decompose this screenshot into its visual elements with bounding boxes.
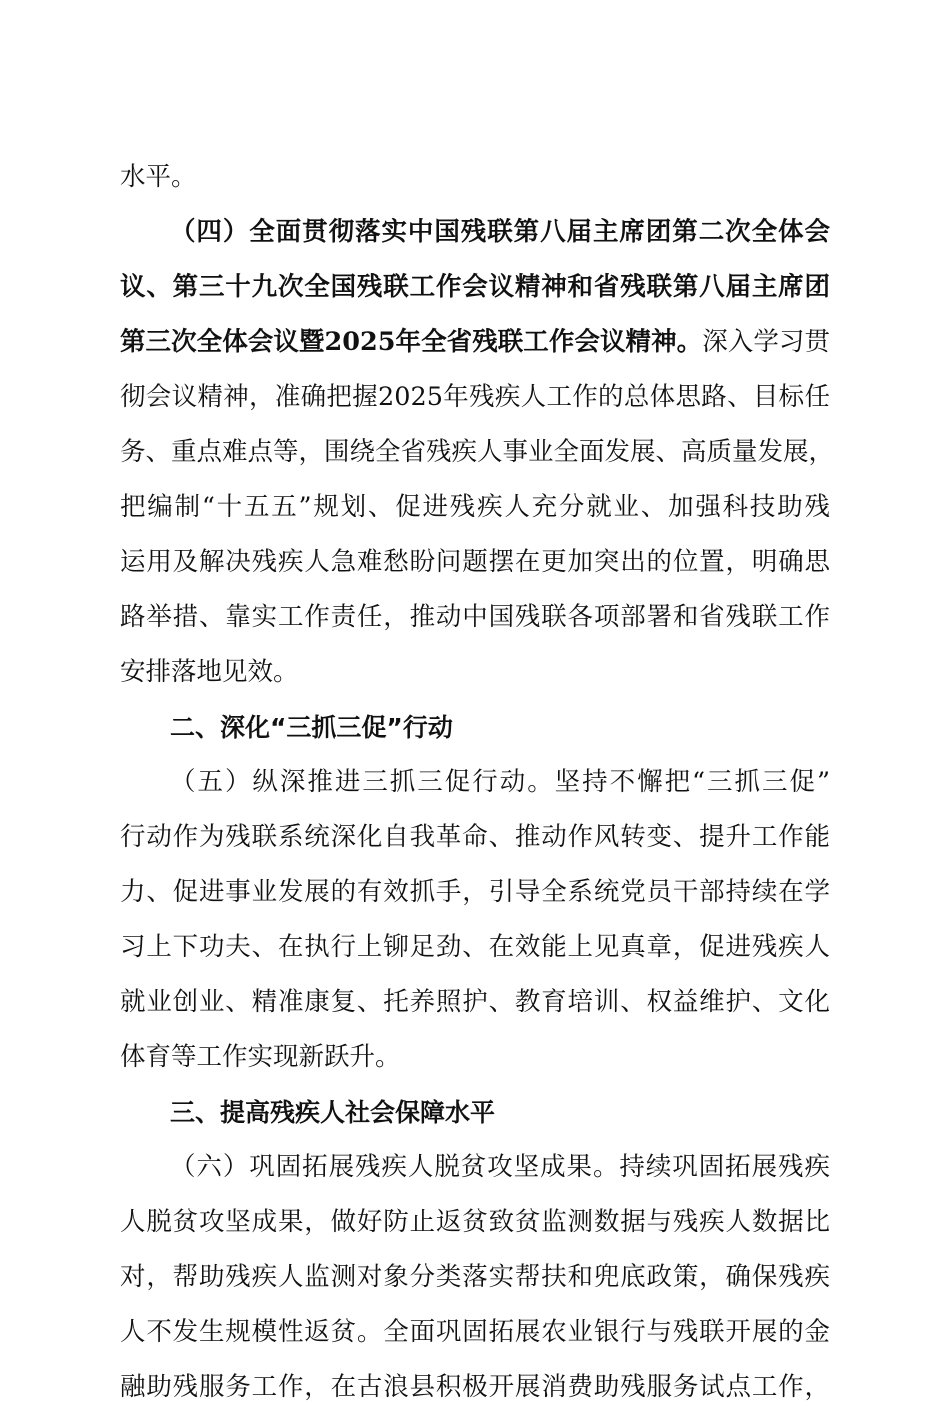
para-four-body-start: 深入学习贯 bbox=[702, 327, 830, 357]
para-prev-tail: 水平。 bbox=[120, 162, 197, 192]
para-six-line: 人不发生规模性返贫。全面巩固拓展农业银行与残联开展的金 bbox=[120, 1317, 830, 1347]
para-four-line: 务、重点难点等，围绕全省残疾人事业全面发展、高质量发展， bbox=[120, 437, 835, 467]
para-four-line bbox=[120, 315, 830, 370]
para-four-line: 安排落地见效。 bbox=[120, 657, 299, 687]
para-four-line: 彻会议精神，准确把握2025年残疾人工作的总体思路、目标任 bbox=[120, 382, 830, 412]
para-six-line: 融助残服务工作，在古浪县积极开展消费助残服务试点工作， bbox=[120, 1372, 830, 1402]
para-four-title-end: 第三次全体会议暨2025年全省残联工作会议精神。 bbox=[120, 327, 703, 357]
para-five-line: 力、促进事业发展的有效抓手，引导全系统党员干部持续在学 bbox=[120, 877, 830, 907]
para-five-line: 行动作为残联系统深化自我革命、推动作风转变、提升工作能 bbox=[120, 822, 830, 852]
para-four-line: 运用及解决残疾人急难愁盼问题摆在更加突出的位置，明确思 bbox=[120, 547, 830, 577]
para-four-line: 路举措、靠实工作责任，推动中国残联各项部署和省残联工作 bbox=[120, 602, 830, 632]
para-five-lead: （五）纵深推进三抓三促行动。坚持不懈把“三抓三促” bbox=[170, 767, 830, 797]
para-four-line: 把编制“十五五”规划、促进残疾人充分就业、加强科技助残 bbox=[120, 492, 830, 522]
para-five-line: 体育等工作实现新跃升。 bbox=[120, 1042, 401, 1072]
para-four-lead: （四）全面贯彻落实中国残联第八届主席团第二次全体会 bbox=[170, 217, 830, 247]
para-six-line: 人脱贫攻坚成果，做好防止返贫致贫监测数据与残疾人数据比 bbox=[120, 1207, 830, 1237]
para-five-line: 就业创业、精准康复、托养照护、教育培训、权益维护、文化 bbox=[120, 987, 830, 1017]
para-six-line: 对，帮助残疾人监测对象分类落实帮扶和兜底政策，确保残疾 bbox=[120, 1262, 830, 1292]
para-five-line: 习上下功夫、在执行上铆足劲、在效能上见真章，促进残疾人 bbox=[120, 932, 830, 962]
para-four-line: 议、第三十九次全国残联工作会议精神和省残联第八届主席团 bbox=[120, 272, 830, 302]
document-page bbox=[120, 150, 835, 1415]
para-six-lead: （六）巩固拓展残疾人脱贫攻坚成果。持续巩固拓展残疾 bbox=[170, 1152, 830, 1182]
section-heading-three: 三、提高残疾人社会保障水平 bbox=[170, 1098, 496, 1127]
section-heading-two: 二、深化“三抓三促”行动 bbox=[170, 713, 453, 742]
